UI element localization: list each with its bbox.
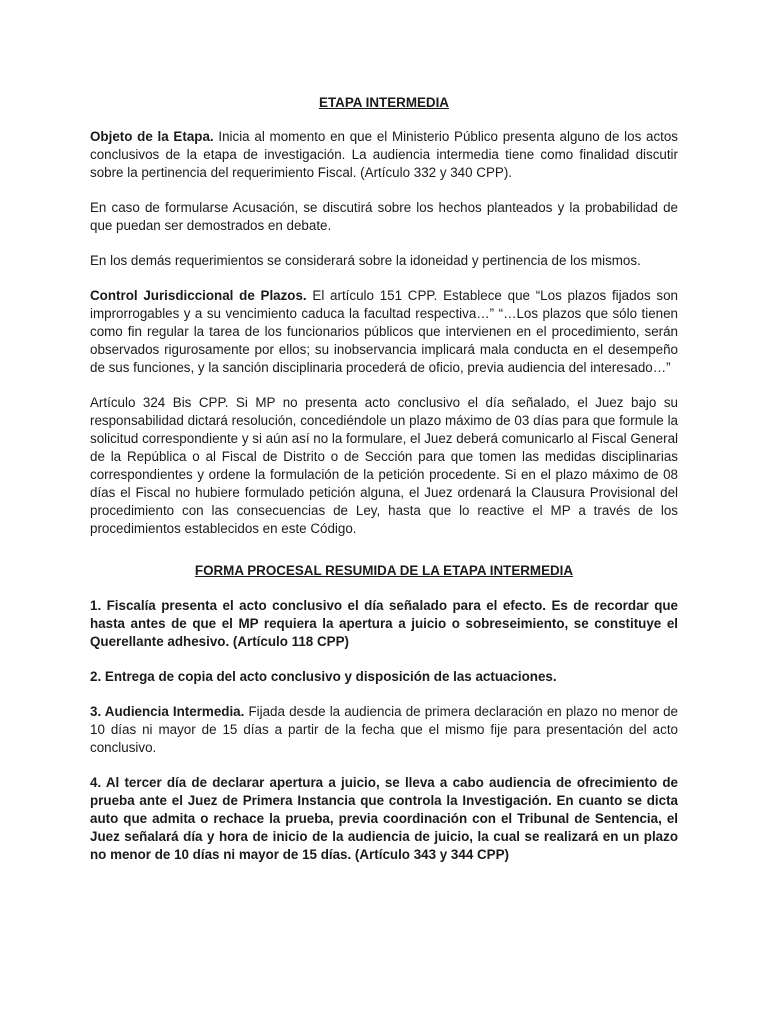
document-title: ETAPA INTERMEDIA	[319, 95, 449, 110]
paragraph-control-plazos	[90, 287, 678, 377]
paragraph-objeto	[90, 128, 678, 182]
paragraph-objeto-lead: Objeto de la Etapa.	[90, 129, 214, 144]
list-item-1: 1. Fiscalía presenta el acto conclusivo el día señalado para el efecto. Es de recordar que hasta antes de que el MP requiera la apertura a juicio o sobreseimiento, se constituye el Querellante adhesivo. (Artículo 118 CPP)	[90, 598, 678, 649]
paragraph-articulo-324: Artículo 324 Bis CPP. Si MP no presenta acto conclusivo el día señalado, el Juez bajo su responsabilidad dictará resolución, concediéndole un plazo máximo de 03 días para que formule la solicitud correspondiente y si aún así no la formulare, el Juez deberá comunicarlo al Fiscal General de la República o al Fiscal de Distrito o de Sección para que tomen las medidas disciplinarias correspondientes y ordene la formulación de la petición procedente. Si en el plazo máximo de 08 días el Fiscal no hubiere formulado petición alguna, el Juez ordenará la Clausura Provisional del procedimiento con las consecuencias de Ley, hasta que lo reactive el MP a través de los procedimientos establecidos en este Código.	[90, 395, 678, 536]
list-item-3-body: Fijada desde la audiencia de primera declaración en plazo no menor de 10 días ni mayor de 15 días a partir de la fecha que el mismo fije para presentación del acto conclusivo.	[90, 704, 678, 755]
paragraph-control-plazos-lead: Control Jurisdiccional de Plazos.	[90, 288, 307, 303]
list-item-2: 2. Entrega de copia del acto conclusivo y disposición de las actuaciones.	[90, 669, 557, 684]
section-subtitle: FORMA PROCESAL RESUMIDA DE LA ETAPA INTERMEDIA	[194, 563, 574, 578]
paragraph-objeto-body: Inicia al momento en que el Ministerio Público presenta alguno de los actos conclusivos de la etapa de investigación. La audiencia intermedia tiene como finalidad discutir sobre la pertinencia del requerimiento Fiscal. (Artículo 332 y 340 CPP).	[90, 129, 679, 180]
list-item-4: 4. Al tercer día de declarar apertura a juicio, se lleva a cabo audiencia de ofrecimiento de prueba ante el Juez de Primera Instancia que controla la Investigación. En cuanto se dicta auto que admita o rechace la prueba, previa coordinación con el Tribunal de Sentencia, el Juez señalará día y hora de inicio de la audiencia de juicio, la cual se realizará en un plazo no menor de 10 días ni mayor de 15 días. (Artículo 343 y 344 CPP)	[90, 775, 678, 862]
paragraph-requerimientos: En los demás requerimientos se considerará sobre la idoneidad y pertinencia de los mismos.	[90, 253, 641, 268]
list-item-3-lead: 3. Audiencia Intermedia.	[90, 704, 245, 719]
paragraph-acusacion: En caso de formularse Acusación, se discutirá sobre los hechos planteados y la probabilidad de que puedan ser demostrados en debate.	[90, 200, 678, 233]
list-item-3	[90, 703, 678, 757]
paragraph-control-plazos-body: El artículo 151 CPP. Establece que “Los plazos fijados son improrrogables y a su vencimiento caduca la facultad respectiva…” “…Los plazos que sólo tienen como fin regular la tarea de los funcionarios públicos que intervienen en el procedimiento, serán observados rigurosamente por ellos; su inobservancia implicará mala conducta en el desempeño de sus funciones, y la sanción disciplinaria procederá de oficio, previa audiencia del interesado…”	[90, 288, 678, 375]
